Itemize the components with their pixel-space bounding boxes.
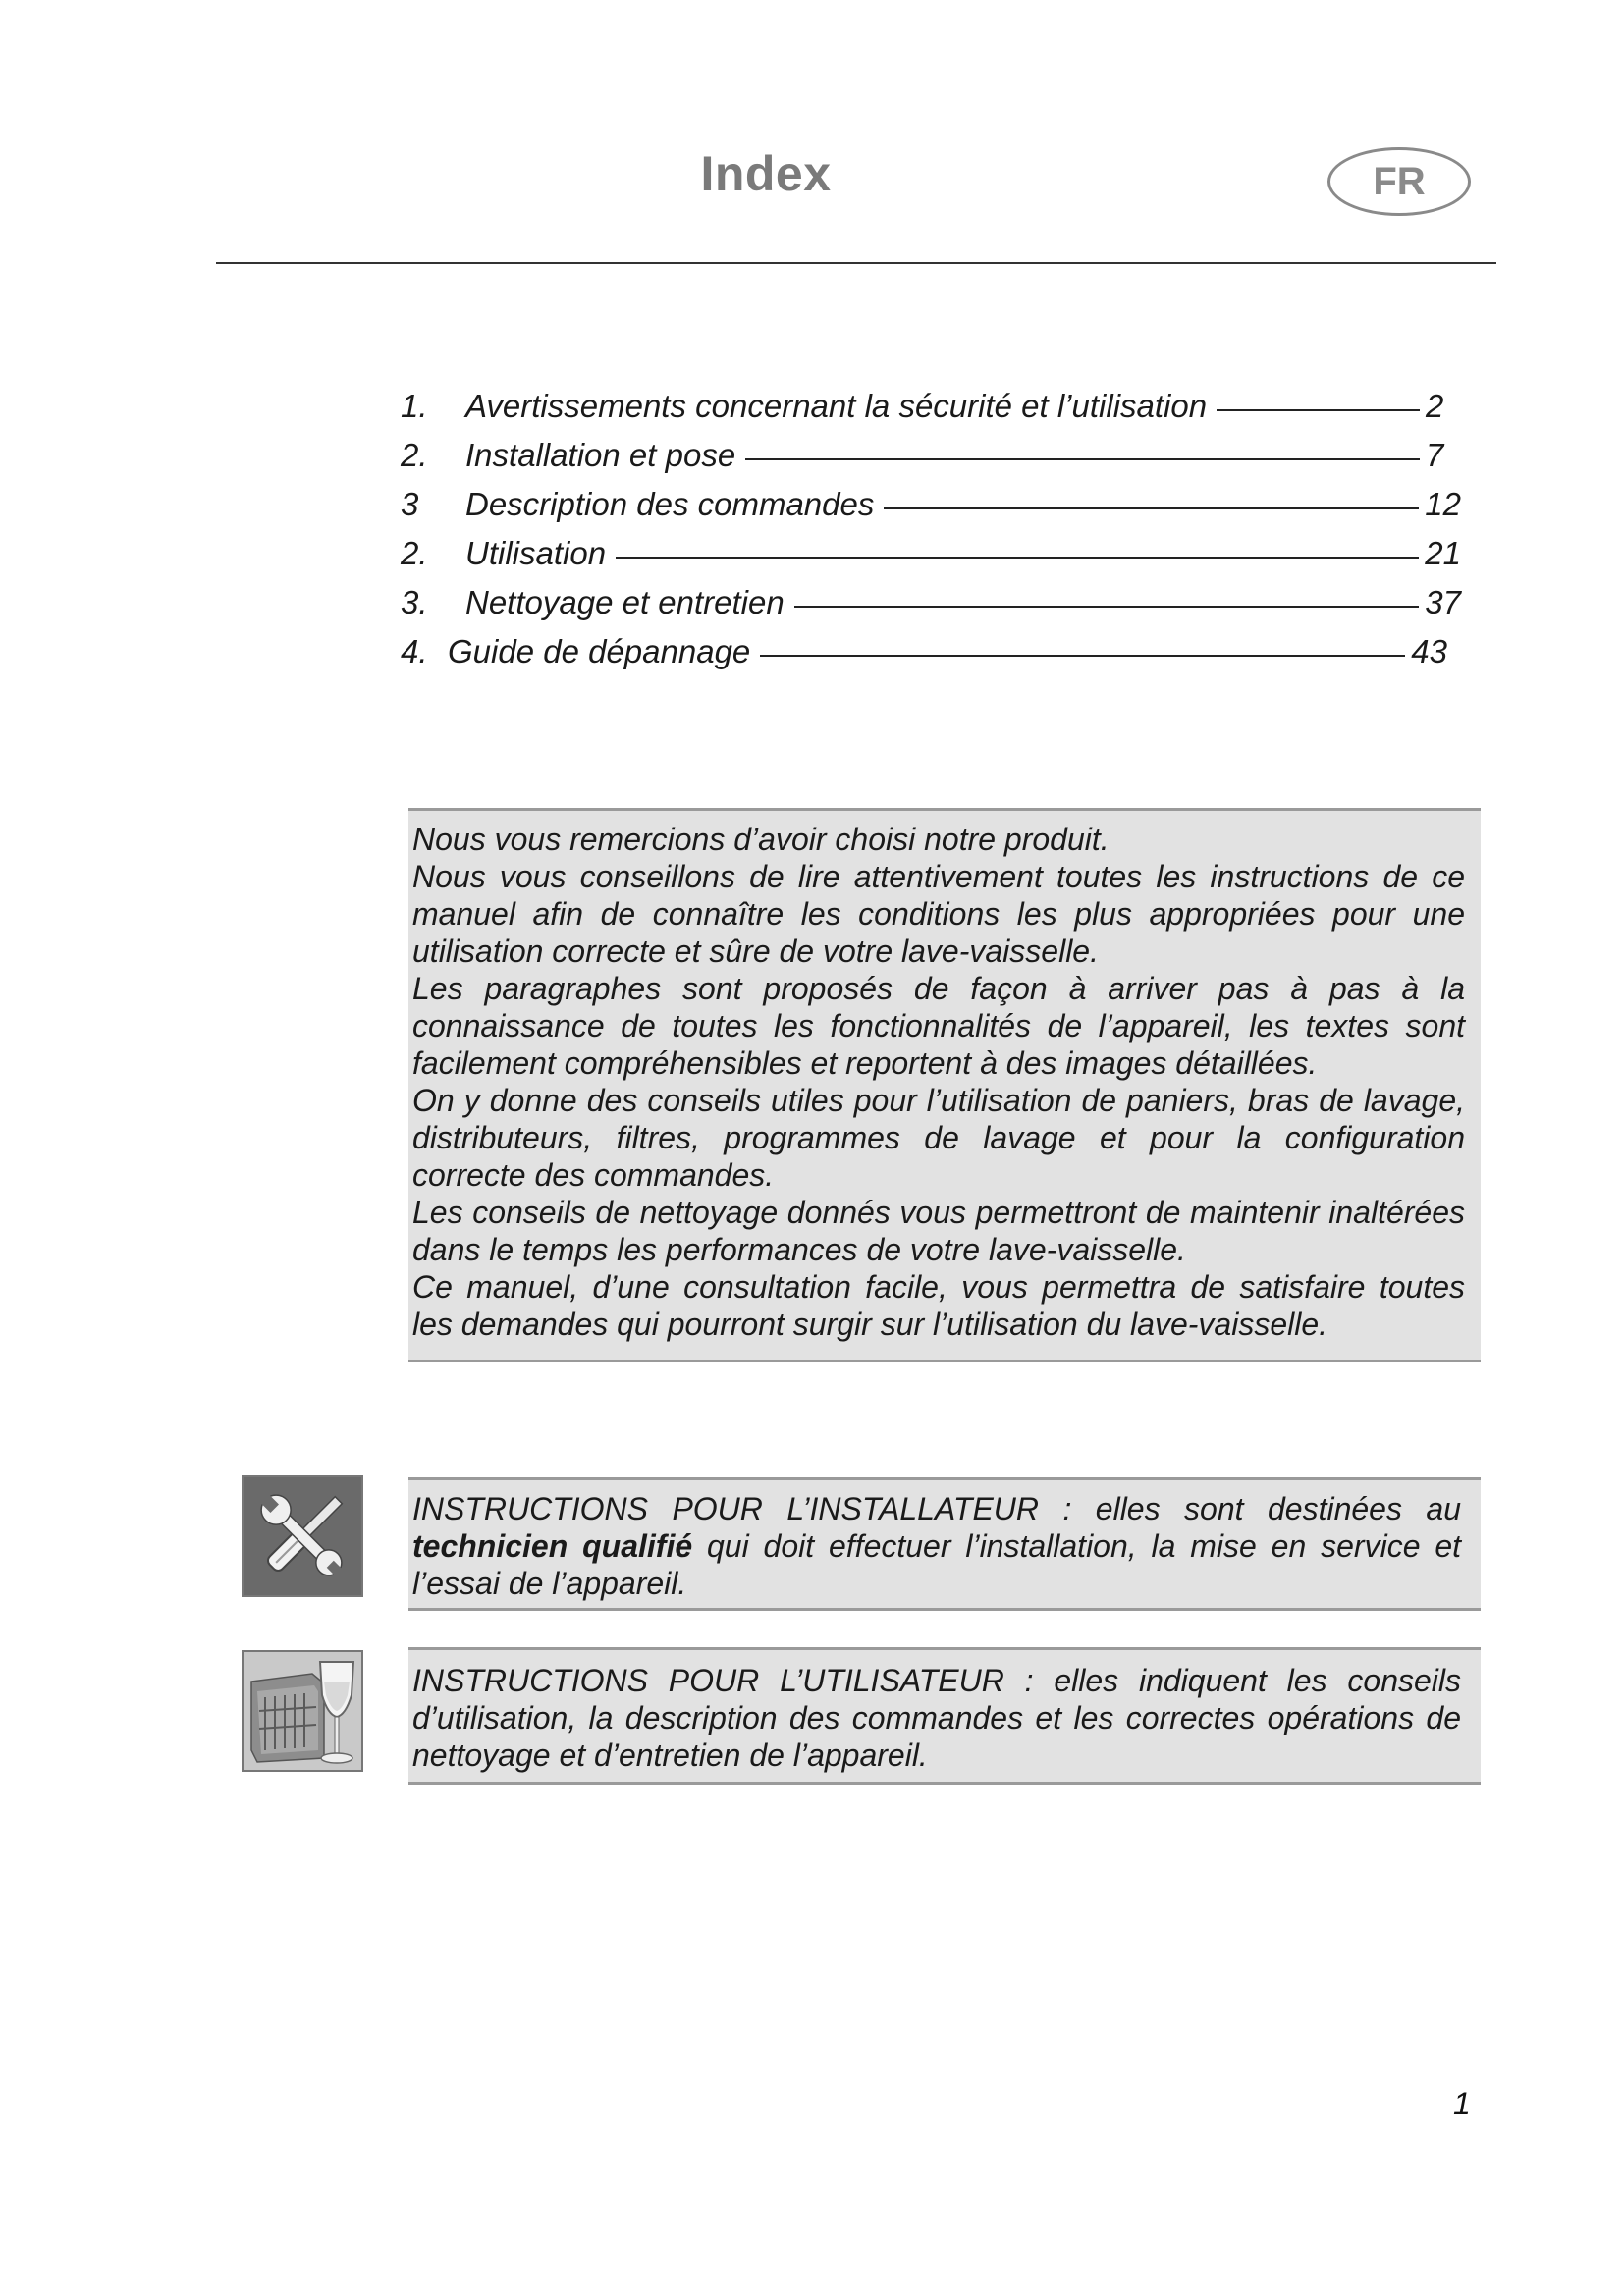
toc-title: Guide de dépannage: [448, 633, 751, 669]
toc-entry[interactable]: [401, 584, 1461, 633]
toc-number: 2.: [401, 535, 428, 571]
intro-paragraph: Nous vous remercions d’avoir choisi notre produit.: [412, 822, 1110, 857]
toc-leader: [884, 507, 1419, 509]
toc-leader: [794, 606, 1420, 608]
user-instructions-panel: [408, 1647, 1481, 1785]
toc-leader: [760, 655, 1405, 657]
toc-page: 43: [1411, 633, 1447, 669]
toc-title: Nettoyage et entretien: [465, 584, 785, 620]
toc-number: 3: [401, 486, 419, 522]
toc-entry[interactable]: [401, 633, 1461, 682]
toc-page: 12: [1425, 486, 1461, 522]
table-of-contents: [401, 388, 1461, 682]
intro-paragraph: Nous vous conseillons de lire attentivement toutes les instructions de ce manuel afin de connaître les conditions les plus appropriées pour une utilisation correcte et sûre de votre lave-vaisselle.: [412, 859, 1465, 969]
header-divider: [216, 262, 1496, 264]
toc-entry[interactable]: [401, 486, 1461, 535]
toc-page: 37: [1425, 584, 1461, 620]
toc-page: 7: [1426, 437, 1444, 473]
toc-page: 2: [1426, 388, 1444, 424]
user-instructions-text: INSTRUCTIONS POUR L’UTILISATEUR : elles indiquent les conseils d’utilisation, la description des commandes et les correctes opérations de nettoyage et d’entretien de l’appareil.: [412, 1663, 1461, 1773]
installer-emphasis: technicien qualifié: [412, 1528, 693, 1564]
toc-entry[interactable]: [401, 388, 1461, 437]
toc-entry[interactable]: [401, 437, 1461, 486]
toc-number: 4.: [401, 633, 428, 669]
intro-paragraph: On y donne des conseils utiles pour l’utilisation de paniers, bras de lavage, distributeurs, filtres, programmes de lavage et pour la configuration correcte des commandes.: [412, 1083, 1465, 1193]
toc-entry[interactable]: [401, 535, 1461, 584]
installer-rest: qui doit effectuer l’installation, la mise en service et l’essai de l’appareil.: [412, 1528, 1462, 1601]
installer-instructions-text: [412, 1490, 1461, 1602]
toc-leader: [745, 458, 1420, 460]
intro-paragraph: Les conseils de nettoyage donnés vous permettront de maintenir inaltérées dans le temps les performances de votre lave-vaisselle.: [412, 1195, 1465, 1267]
tools-icon: [242, 1475, 363, 1597]
toc-title: Avertissements concernant la sécurité et l’utilisation: [465, 388, 1208, 424]
page-number: 1: [1453, 2086, 1471, 2121]
toc-leader: [1217, 409, 1420, 411]
toc-leader: [616, 557, 1419, 559]
page-title: Index: [700, 146, 832, 201]
intro-paragraph: Les paragraphes sont proposés de façon à arriver pas à pas à la connaissance de toutes les fonctionnalités de l’appareil, les textes sont facilement compréhensibles et reportent à des images détaillées.: [412, 971, 1465, 1081]
toc-title: Description des commandes: [465, 486, 875, 522]
toc-page: 21: [1425, 535, 1461, 571]
toc-number: 2.: [401, 437, 428, 473]
installer-lead: INSTRUCTIONS POUR L’INSTALLATEUR : elles sont destinées au: [412, 1491, 1461, 1526]
toc-title: Installation et pose: [465, 437, 736, 473]
installer-instructions-panel: [408, 1477, 1481, 1611]
intro-panel: [408, 808, 1481, 1362]
toc-title: Utilisation: [465, 535, 607, 571]
toc-number: 1.: [401, 388, 428, 424]
language-badge: FR: [1327, 147, 1471, 216]
intro-paragraph: Ce manuel, d’une consultation facile, vous permettra de satisfaire toutes les demandes qui pourront surgir sur l’utilisation du lave-vaisselle.: [412, 1269, 1465, 1342]
dishwasher-glass-icon: [242, 1650, 363, 1772]
toc-number: 3.: [401, 584, 428, 620]
